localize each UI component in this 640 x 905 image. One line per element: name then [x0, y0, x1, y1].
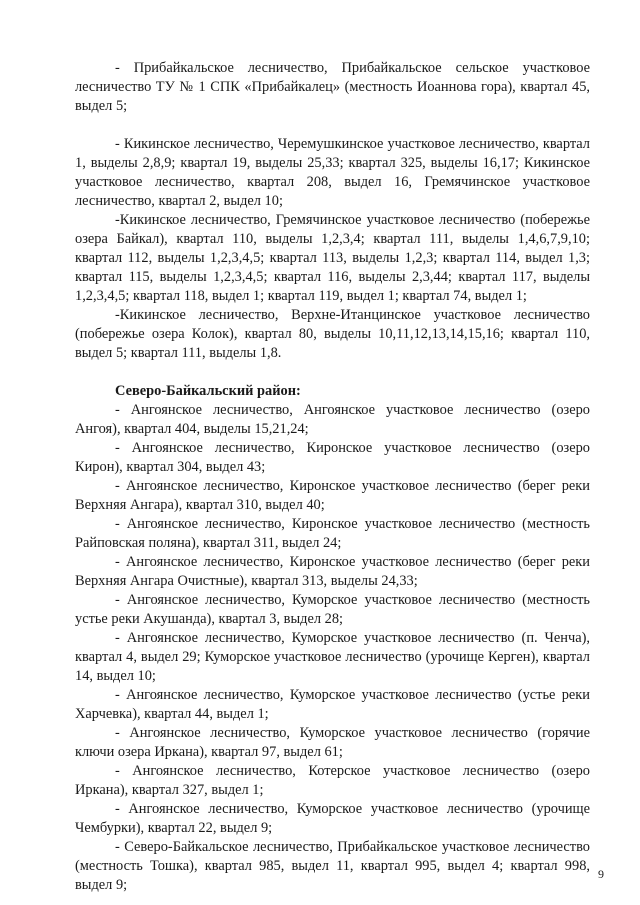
list-item: - Ангоянское лесничество, Киронское участковое лесничество (озеро Кирон), квартал 304, выдел 43;	[75, 440, 590, 475]
paragraph-kikinskoe-cheremushkinskoe: - Кикинское лесничество, Черемушкинское участковое лесничество, квартал 1, выделы 2,8,9; квартал 19, выделы 25,33; квартал 325, выделы 16,17; Кикинское участковое лесничество, квартал 208, выдел 16, Гремячинское участковое лесничество, квартал 2, выдел 10;	[75, 136, 590, 209]
list-item: - Ангоянское лесничество, Киронское участковое лесничество (берег реки Верхняя Ангара Очистные), квартал 313, выделы 24,33;	[75, 554, 590, 589]
section-spacer	[75, 363, 590, 382]
list-item: - Ангоянское лесничество, Киронское участковое лесничество (берег реки Верхняя Ангара), квартал 310, выдел 40;	[75, 478, 590, 513]
paragraph-spacer	[75, 116, 590, 135]
list-item: - Ангоянское лесничество, Ангоянское участковое лесничество (озеро Ангоя), квартал 404, выделы 15,21,24;	[75, 402, 590, 437]
paragraph-kikinskoe-verkhne-itantsinskoe: -Кикинское лесничество, Верхне-Итанцинское участковое лесничество (побережье озера Колок), квартал 80, выделы 10,11,12,13,14,15,16; квартал 110, выдел 5; квартал 111, выделы 1,8.	[75, 307, 590, 361]
list-item: - Ангоянское лесничество, Куморское участковое лесничество (устье реки Харчевка), квартал 44, выдел 1;	[75, 687, 590, 722]
paragraph-kikinskoe-gremyachinskoe: -Кикинское лесничество, Гремячинское участковое лесничество (побережье озера Байкал), квартал 110, выделы 1,2,3,4; квартал 111, выделы 1,4,6,7,9,10; квартал 112, выделы 1,2,3,4,5; квартал 113, выделы 1,2,3; квартал 114, выдел 1,3; квартал 115, выделы 1,2,3,4,5; квартал 116, выделы 2,3,44; квартал 117, выделы 1,2,3,4,5; квартал 118, выдел 1; квартал 119, выдел 1; квартал 74, выдел 1;	[75, 212, 590, 304]
list-item: - Ангоянское лесничество, Киронское участковое лесничество (местность Райповская поляна), квартал 311, выдел 24;	[75, 516, 590, 551]
list-item: - Ангоянское лесничество, Котерское участковое лесничество (озеро Иркана), квартал 327, выдел 1;	[75, 763, 590, 798]
document-body	[75, 59, 590, 895]
page-number: 9	[598, 867, 604, 881]
list-item: - Ангоянское лесничество, Куморское участковое лесничество (местность устье реки Акушанда), квартал 3, выдел 28;	[75, 592, 590, 627]
paragraph-pribaikalskoe: - Прибайкальское лесничество, Прибайкальское сельское участковое лесничество ТУ № 1 СПК «Прибайкалец» (местность Иоаннова гора), квартал 45, выдел 5;	[75, 60, 590, 114]
list-item: - Ангоянское лесничество, Куморское участковое лесничество (горячие ключи озера Иркана), квартал 97, выдел 61;	[75, 725, 590, 760]
district-heading: Северо-Байкальский район:	[115, 383, 301, 399]
list-item: - Ангоянское лесничество, Куморское участковое лесничество (урочище Чембурки), квартал 22, выдел 9;	[75, 801, 590, 836]
list-item: - Северо-Байкальское лесничество, Прибайкальское участковое лесничество (местность Тошка), квартал 985, выдел 11, квартал 995, выдел 4; квартал 998, выдел 9;	[75, 839, 590, 893]
list-item: - Ангоянское лесничество, Куморское участковое лесничество (п. Ченча), квартал 4, выдел 29; Куморское участковое лесничество (урочище Керген), квартал 14, выдел 10;	[75, 630, 590, 684]
